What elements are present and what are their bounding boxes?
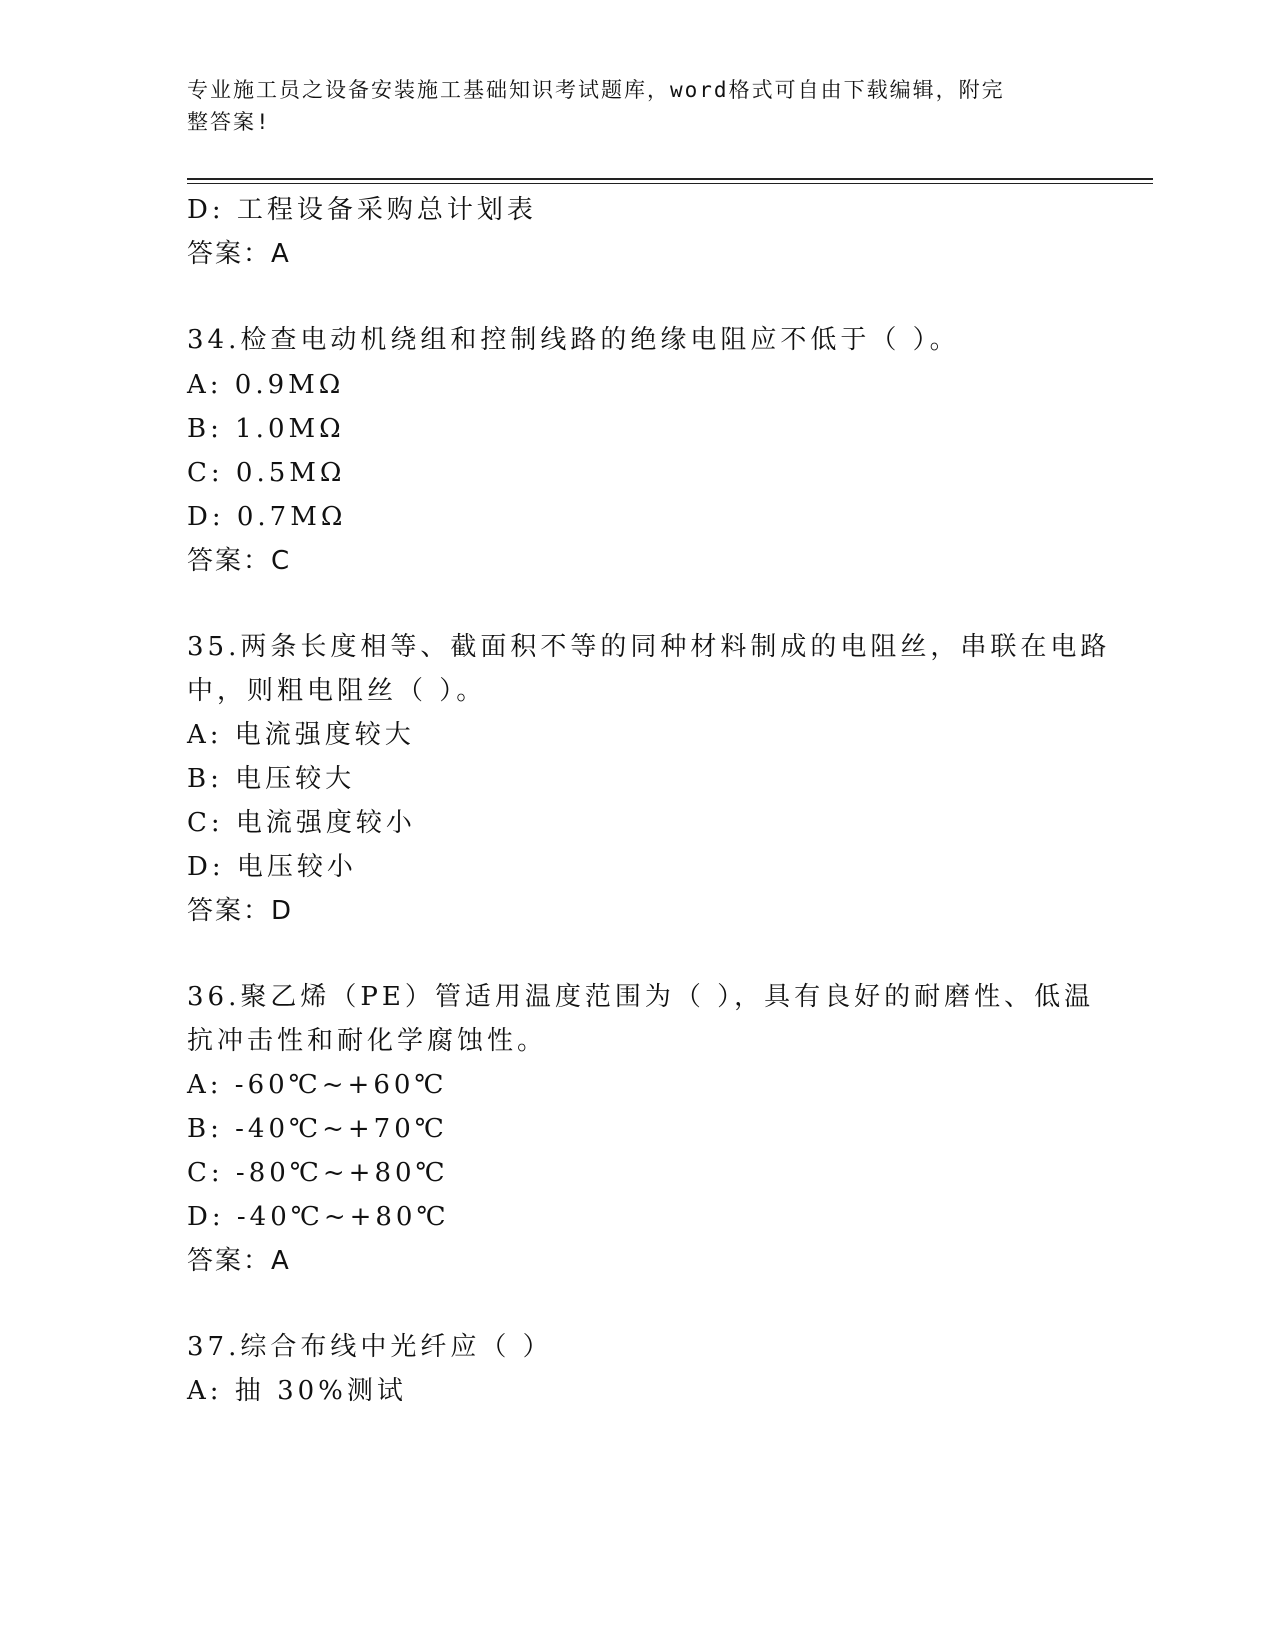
header-line-2: 整答案!	[187, 110, 271, 134]
document-header	[187, 74, 1087, 138]
q36-option-d: D: -40℃~+80℃	[187, 1202, 450, 1232]
prev-option-d: D: 工程设备采购总计划表	[187, 195, 537, 225]
q34-option-c: C: 0.5MΩ	[187, 458, 346, 488]
q35-option-c: C: 电流强度较小	[187, 808, 416, 838]
q36-option-b: B: -40℃~+70℃	[187, 1114, 448, 1144]
q34-stem: 34.检查电动机绕组和控制线路的绝缘电阻应不低于（ ）。	[187, 325, 960, 355]
q36-option-a: A: -60℃~+60℃	[187, 1070, 448, 1100]
q36-option-c: C: -80℃~+80℃	[187, 1158, 449, 1188]
header-line-1: 专业施工员之设备安装施工基础知识考试题库，word格式可自由下载编辑，附完	[187, 78, 1005, 102]
q35-answer: 答案：D	[187, 896, 294, 926]
q37-stem: 37.综合布线中光纤应（ ）	[187, 1332, 553, 1362]
q35-option-b: B: 电压较大	[187, 764, 356, 794]
q35-option-a: A: 电流强度较大	[187, 720, 415, 750]
q36-answer: 答案：A	[187, 1246, 291, 1276]
q36-stem-line-2: 抗冲击性和耐化学腐蚀性。	[187, 1026, 548, 1056]
header-divider-thin	[187, 183, 1153, 184]
q34-option-a: A: 0.9MΩ	[187, 370, 345, 400]
q37-option-a: A: 抽 30%测试	[187, 1376, 407, 1406]
q35-stem-line-2: 中，则粗电阻丝（ ）。	[187, 676, 487, 706]
q34-option-d: D: 0.7MΩ	[187, 502, 347, 532]
q34-answer: 答案：C	[187, 546, 292, 576]
header-divider-thick	[187, 178, 1153, 180]
q35-option-d: D: 电压较小	[187, 852, 357, 882]
q35-stem-line-1: 35.两条长度相等、截面积不等的同种材料制成的电阻丝，串联在电路	[187, 632, 1111, 662]
q34-option-b: B: 1.0MΩ	[187, 414, 345, 444]
q36-stem-line-1: 36.聚乙烯（PE）管适用温度范围为（ ），具有良好的耐磨性、低温	[187, 982, 1095, 1012]
prev-answer: 答案：A	[187, 239, 291, 269]
